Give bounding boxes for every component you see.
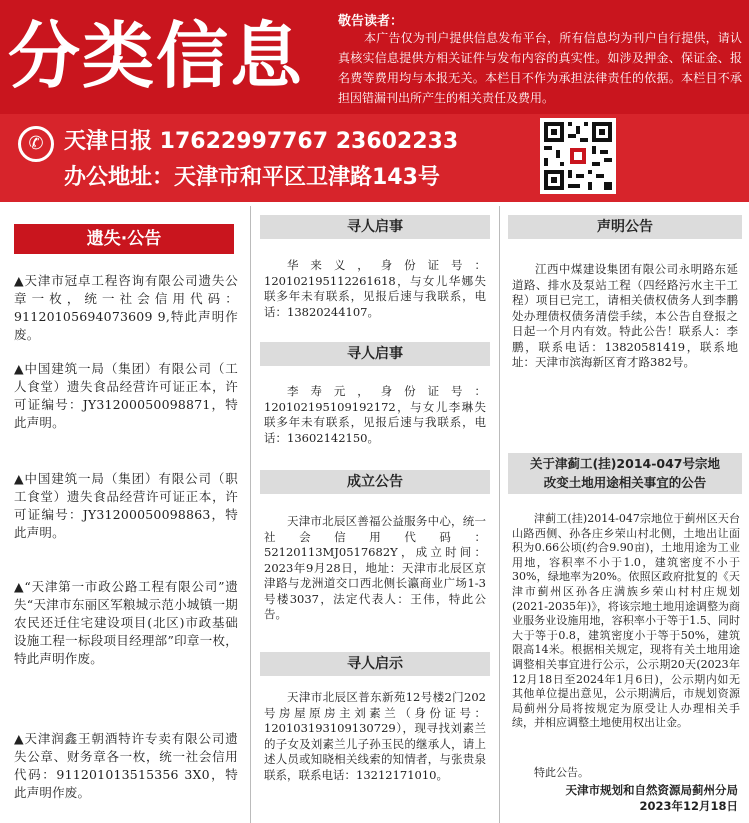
- missing-person-text-3: 天津市北辰区普东新苑12号楼2门202号房屋原房主刘素兰（身份证号：120103193109130729），现寻找刘素兰的子女及刘素兰儿子孙玉民的继承人，请上述人员或知晓相关线索的知情者，与张贵泉联系，联系电话：13212171010。: [264, 690, 486, 782]
- establishment-text: 天津市北辰区善福公益服务中心，统一社会信用代码：52120113MJ0517682Y，成立时间：2023年9月28日，地址：天津市北辰区京津路与龙洲道交口西北侧长瀛商业广场1-3号楼3037，法定代表人：王伟，特此公告。: [264, 514, 486, 621]
- missing-person-heading-1: 寻人启事: [260, 215, 490, 239]
- missing-person-heading-2: 寻人启事: [260, 342, 490, 366]
- land-use-text: 津蓟工(挂)2014-047宗地位于蓟州区天台山路西侧、孙各庄乡荣山村北侧，土地出让面积为0.66公顷(约合9.90亩)，土地用途为工业用地，容积率不小于1.0，建筑密度不小于30%，绿地率为20%。依照区政府批复的《天津市蓟州区孙各庄满族乡荣山村村庄规划(2021-2035年)》，将该宗地土地用途调整为商业服务业设施用地，容积率小于等于1.5、同时大于等于0.8，建筑密度小于等于50%，建筑限高14米。根据相关规定，现将有关土地用途调整相关事宜进行公示，公示期20天(2023年12月18日至2024年1月6日)，公示期内如无其他单位提出意见，公示期满后，市规划资源局蓟州分局将按规定为原受让人办理相关手续，并相应调整土地使用权出让金。: [512, 512, 740, 730]
- column-divider-1: [250, 206, 251, 823]
- land-use-closing: 特此公告。: [534, 766, 589, 779]
- statement-heading: 声明公告: [508, 215, 742, 239]
- qr-code-icon: [540, 118, 616, 194]
- lost-item-1: ▲天津市冠卓工程咨询有限公司遗失公章一枚，统一社会信用代码：91120105694073609 9,特此声明作废。: [14, 273, 238, 342]
- notice-text: 本广告仅为刊户提供信息发布平台，所有信息均为刊户自行提供，请认真核实信息提供方相关证件与发布内容的真实性。如涉及押金、保证金、报名费等费用均与本报无关。本栏目不作为承担法律责任的依据。本栏目不承担因错漏刊出所产生的相关责任及费用。: [338, 31, 742, 105]
- notice-title: 敬告读者：: [338, 14, 404, 29]
- column-divider-2: [499, 206, 500, 823]
- contact-address: 办公地址：天津市和平区卫津路143号: [64, 165, 440, 190]
- missing-person-heading-3: 寻人启示: [260, 652, 490, 676]
- land-use-signature: 天津市规划和自然资源局蓟州分局: [565, 783, 738, 797]
- land-use-heading-line1: 关于津蓟工(挂)2014-047号宗地: [530, 456, 720, 471]
- land-use-heading: [508, 453, 742, 494]
- land-use-date: 2023年12月18日: [639, 799, 738, 813]
- contact-phone: 天津日报 17622997767 23602233: [64, 129, 459, 154]
- page-title: 分类信息: [8, 14, 305, 98]
- statement-text: 江西中煤建设集团有限公司永明路东延道路、排水及泵站工程（四经路污水主干工程）项目已完工，请相关债权债务人到李鹏处办理债权债务清偿手续，本公告自登报之日起一个月内有效。特此公告！联系人：李鹏，联系电话：13820581419，联系地址：天津市滨海新区育才路382号。: [512, 262, 738, 369]
- land-use-heading-line2: 改变土地用途相关事宜的公告: [543, 475, 707, 490]
- lost-item-2: ▲中国建筑一局（集团）有限公司（工人食堂）遗失食品经营许可证正本，许可证编号：JY31200050098871，特此声明。: [14, 361, 238, 430]
- establishment-heading: 成立公告: [260, 470, 490, 494]
- lost-item-4: ▲“天津第一市政公路工程有限公司”遗失“天津市东丽区军粮城示范小城镇一期农民还迁住宅建设项目(北区)市政基础设施工程一标段项目经理部”印章一枚，特此声明作废。: [14, 579, 238, 666]
- lost-notice-heading: 遗失·公告: [14, 224, 234, 254]
- missing-person-text-2: 李寿元，身份证号：120102195109192172，与女儿李琳失联多年未有联系，见报后速与我联系，电话：13602142150。: [264, 384, 486, 445]
- phone-icon: ✆: [18, 126, 54, 162]
- missing-person-text-1: 华来义，身份证号：120102195112261618，与女儿华娜失联多年未有联系，见报后速与我联系，电话：13820244107。: [264, 258, 486, 319]
- lost-item-5: ▲天津润鑫王朝酒特许专卖有限公司遗失公章、财务章各一枚，统一社会信用代码：911201013515356 3X0，特此声明作废。: [14, 731, 238, 800]
- lost-item-3: ▲中国建筑一局（集团）有限公司（职工食堂）遗失食品经营许可证正本，许可证编号：JY31200050098863，特此声明。: [14, 471, 238, 540]
